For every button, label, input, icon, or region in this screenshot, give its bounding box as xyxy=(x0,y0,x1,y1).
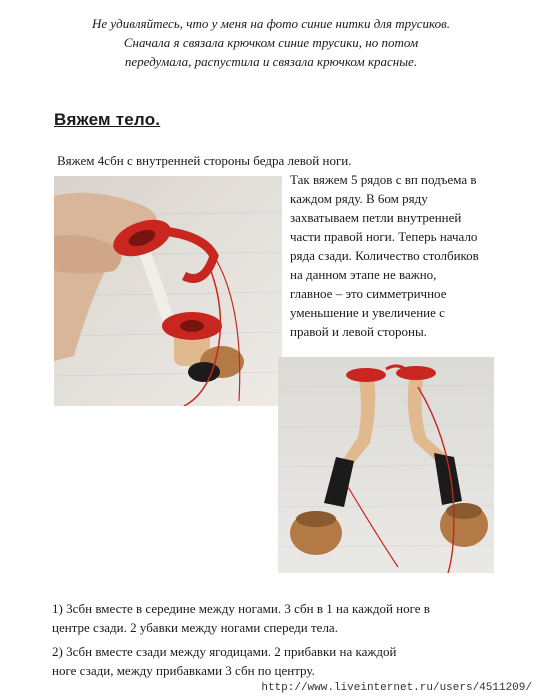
description-line: правой и левой стороны. xyxy=(290,324,427,339)
description-line: каждом ряду. В 6ом ряду xyxy=(290,191,428,206)
step-2-line: 2) 3сбн вместе сзади между ягодицами. 2 прибавки на каждой xyxy=(52,644,397,659)
description-line: ряда сзади. Количество столбиков xyxy=(290,248,479,263)
step-1-line: центре сзади. 2 убавки между ногами спереди тела. xyxy=(52,620,338,635)
lead-text: Вяжем 4сбн с внутренней стороны бедра левой ноги. xyxy=(57,153,352,168)
step-1 xyxy=(52,599,522,637)
intro-line-3: передумала, распустила и связала крючком красные. xyxy=(124,54,418,69)
intro-line-1: Не удивляйтесь, что у меня на фото синие нитки для трусиков. xyxy=(92,16,450,31)
step-1-line: 1) 3сбн вместе в середине между ногами. 3 сбн в 1 на каждой ноге в xyxy=(52,601,430,616)
step-2-line: ноге сзади, между прибавками 3 сбн по центру. xyxy=(52,663,315,678)
intro-note xyxy=(30,14,512,71)
description xyxy=(290,170,535,341)
photo-two-legs xyxy=(278,357,494,573)
description-line: Так вяжем 5 рядов с вп подъема в xyxy=(290,172,477,187)
description-line: части правой ноги. Теперь начало xyxy=(290,229,478,244)
step-2 xyxy=(52,642,522,680)
description-line: на данном этапе не важно, xyxy=(290,267,437,282)
intro-line-2: Сначала я связала крючком синие трусики, но потом xyxy=(123,35,419,50)
source-watermark: http://www.liveinternet.ru/users/4511209/ xyxy=(261,682,532,694)
description-line: уменьшение и увеличение с xyxy=(290,305,445,320)
photo-leg-joining xyxy=(54,176,282,406)
description-line: главное – это симметричное xyxy=(290,286,447,301)
section-heading: Вяжем тело. xyxy=(54,110,161,129)
description-line: захватываем петли внутренней xyxy=(290,210,462,225)
